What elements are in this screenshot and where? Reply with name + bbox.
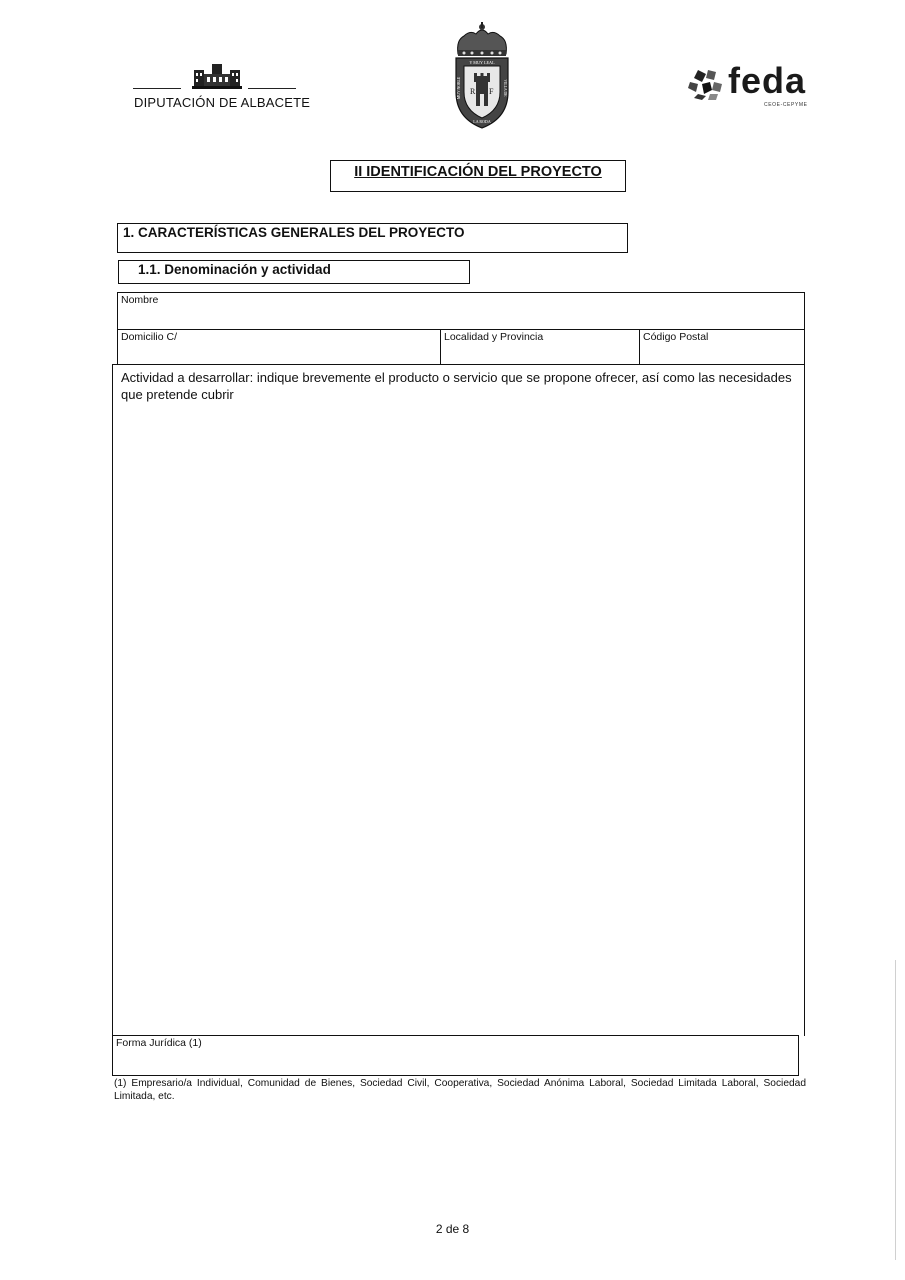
la-roda-crest-icon (450, 22, 514, 130)
feda-mark-icon (688, 68, 724, 100)
localidad-input[interactable] (444, 348, 636, 362)
codigo-postal-field[interactable] (639, 329, 805, 365)
diputacion-logo (130, 60, 311, 112)
localidad-label: Localidad y Provincia (444, 331, 544, 343)
nombre-label: Nombre (121, 294, 159, 306)
svg-text:LA RODA: LA RODA (473, 119, 491, 124)
subsubsection-title: 1.1. Denominación y actividad (138, 262, 331, 277)
svg-text:R: R (470, 87, 476, 96)
svg-text:F: F (489, 87, 494, 96)
localidad-field[interactable] (440, 329, 640, 365)
subsection-title: 1. CARACTERÍSTICAS GENERALES DEL PROYECTO (123, 225, 465, 240)
actividad-textarea[interactable] (121, 413, 796, 1028)
domicilio-field[interactable] (117, 329, 441, 365)
logo-rule-left (133, 88, 181, 89)
svg-text:MUY NOBLE: MUY NOBLE (457, 76, 461, 100)
feda-wordmark: feda (728, 60, 807, 101)
forma-juridica-input[interactable] (116, 1059, 795, 1073)
actividad-field[interactable] (112, 364, 805, 1036)
section-title: II IDENTIFICACIÓN DEL PROYECTO (354, 164, 602, 180)
diputacion-name: DIPUTACIÓN DE ALBACETE (134, 95, 311, 110)
domicilio-label: Domicilio C/ (121, 331, 178, 343)
actividad-label: Actividad a desarrollar: indique brevemente el producto o servicio que se propone ofrecer, así como las necesidades que pretende cubrir (121, 370, 792, 402)
feda-logo (688, 62, 810, 114)
feda-subtitle: CEOE-CEPYME (764, 102, 808, 108)
footnote: (1) Empresario/a Individual, Comunidad de Bienes, Sociedad Civil, Cooperativa, Sociedad Anónima Laboral, Sociedad Limitada Laboral, Sociedad Limitada, etc. (114, 1078, 806, 1102)
codigo-postal-input[interactable] (643, 348, 801, 362)
svg-text:Y MUY LEAL: Y MUY LEAL (469, 60, 495, 65)
nombre-field[interactable] (117, 292, 805, 330)
codigo-postal-label: Código Postal (643, 331, 709, 343)
domicilio-input[interactable] (121, 348, 437, 362)
subsubsection-title-box (118, 260, 470, 284)
section-title-box (330, 160, 626, 192)
svg-text:VILLA DE: VILLA DE (503, 79, 507, 97)
page-number: 2 de 8 (435, 1222, 470, 1236)
forma-juridica-field[interactable] (112, 1035, 799, 1076)
forma-juridica-label: Forma Jurídica (1) (116, 1037, 202, 1049)
subsection-title-box (117, 223, 628, 253)
nombre-input[interactable] (121, 313, 801, 327)
scan-edge-line (895, 960, 896, 1260)
logo-rule-right (248, 88, 296, 89)
diputacion-building-icon (192, 62, 242, 90)
